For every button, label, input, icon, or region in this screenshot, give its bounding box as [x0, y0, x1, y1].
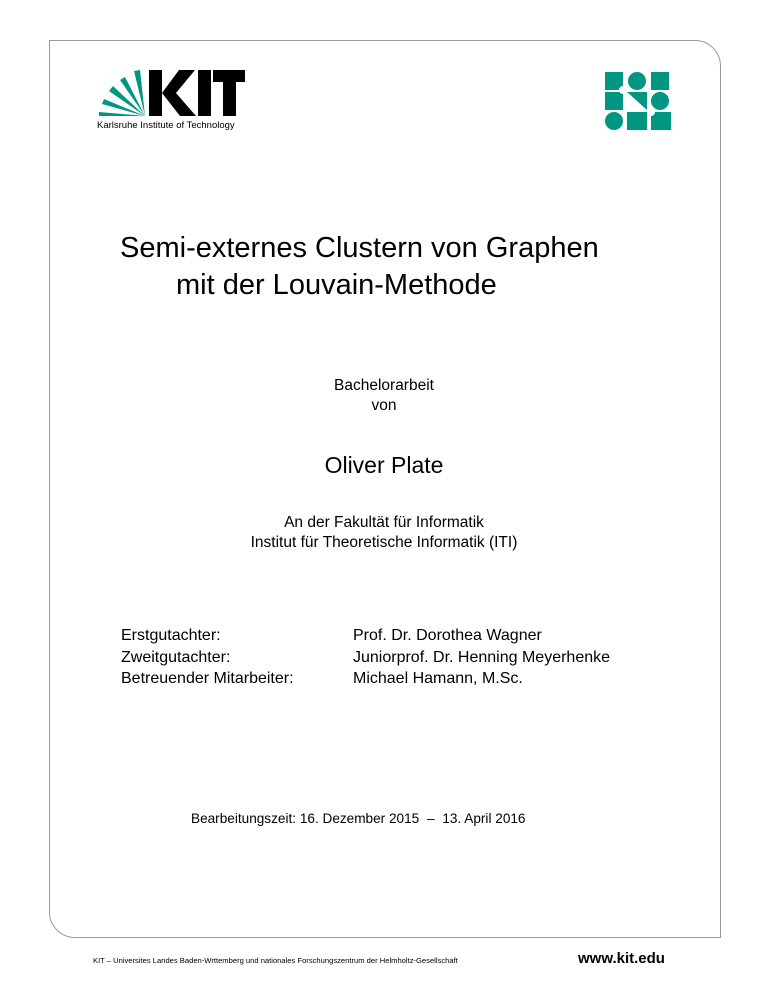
reviewer-name: Michael Hamann, M.Sc. [353, 670, 523, 687]
iti-logo [603, 70, 675, 132]
reviewer-row [121, 668, 610, 690]
reviewer-name: Juniorprof. Dr. Henning Meyerhenke [353, 648, 611, 666]
reviewers-table [121, 625, 610, 690]
period-start: 16. Dezember 2015 [299, 811, 420, 826]
author-name: Oliver Plate [324, 452, 444, 478]
period-label: Bearbeitungszeit: [191, 811, 297, 826]
reviewer-role: Erstgutachter: [121, 627, 221, 644]
period-end: 13. April 2016 [442, 811, 526, 826]
thesis-type-label: Bachelorarbeit [334, 377, 434, 394]
thesis-type [0, 376, 768, 416]
thesis-type-by: von [371, 397, 397, 414]
faculty-line-1: An der Fakultät für Informatik [284, 514, 484, 531]
faculty-block [0, 513, 768, 553]
reviewer-role: Betreuender Mitarbeiter: [121, 670, 294, 687]
thesis-title [120, 230, 680, 304]
period-dash: – [427, 811, 435, 826]
faculty-line-2: Institut für Theoretische Informatik (ITI) [250, 534, 518, 551]
footer-institution-text: KIT – Universites Landes Baden-Wrttemberg und nationales Forschungszentrum der Helmholtz-Gesellschaft [93, 956, 458, 965]
reviewer-role: Zweitgutachter: [121, 648, 231, 666]
reviewer-row [121, 647, 610, 669]
footer-url[interactable]: www.kit.edu [578, 950, 665, 967]
reviewer-row [121, 625, 610, 647]
reviewer-name: Prof. Dr. Dorothea Wagner [353, 627, 542, 644]
working-period [191, 811, 526, 826]
thesis-title-line-1: Semi-externes Clustern von Graphen [120, 232, 599, 264]
page-frame [49, 40, 721, 938]
kit-logo-subtitle: Karlsruhe Institute of Technology [97, 120, 235, 131]
thesis-title-line-2: mit der Louvain-Methode [176, 269, 497, 301]
